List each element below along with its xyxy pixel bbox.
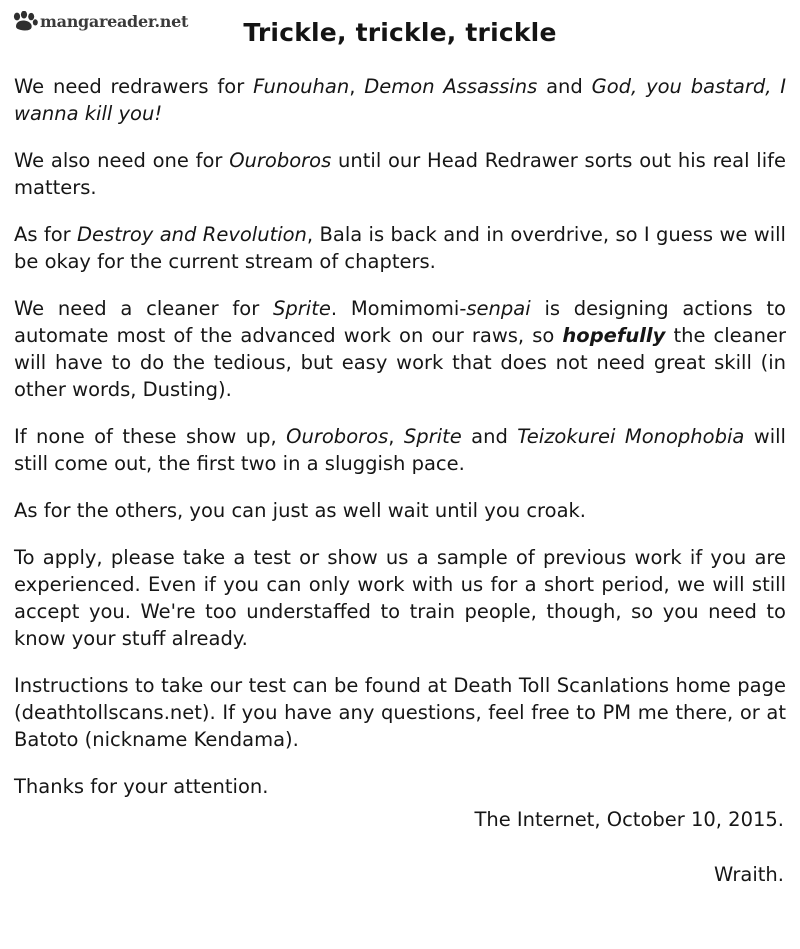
signature-dateline: The Internet, October 10, 2015. bbox=[474, 808, 784, 831]
paragraph: To apply, please take a test or show us a sample of previous work if you are experienced. Even if you can only work with us for a short period, we will still accept you. We're too understaffed to train people, though, so you need to know your stuff already. bbox=[14, 546, 786, 650]
paragraph: As for Destroy and Revolution, Bala is back and in overdrive, so I guess we will be okay for the current stream of chapters. bbox=[14, 223, 786, 273]
paw-icon bbox=[12, 11, 38, 31]
watermark-label: mangareader.net bbox=[40, 11, 189, 31]
paragraph: We need a cleaner for Sprite. Momimomi-senpai is designing actions to automate most of the advanced work on our raws, so hopefully the cleaner will have to do the tedious, but easy work that does not need great skill (in other words, Dusting). bbox=[14, 297, 787, 401]
paragraph: We need redrawers for Funouhan, Demon Assassins and God, you bastard, I wanna kill you! bbox=[14, 75, 787, 125]
paragraph: As for the others, you can just as well wait until you croak. bbox=[14, 499, 587, 522]
closing-thanks: Thanks for your attention. bbox=[14, 775, 269, 798]
signature-author: Wraith. bbox=[714, 863, 784, 886]
page-title: Trickle, trickle, trickle bbox=[243, 18, 557, 47]
document-body bbox=[14, 51, 786, 888]
paragraph: We also need one for Ouroboros until our Head Redrawer sorts out his real life matters. bbox=[14, 149, 786, 199]
paragraph: Instructions to take our test can be found at Death Toll Scanlations home page (deathtollscans.net). If you have any questions, feel free to PM me there, or at Batoto (nickname Kendama). bbox=[14, 674, 786, 751]
paragraph: If none of these show up, Ouroboros, Sprite and Teizokurei Monophobia will still come out, the first two in a sluggish pace. bbox=[14, 425, 786, 475]
site-watermark bbox=[12, 8, 188, 34]
